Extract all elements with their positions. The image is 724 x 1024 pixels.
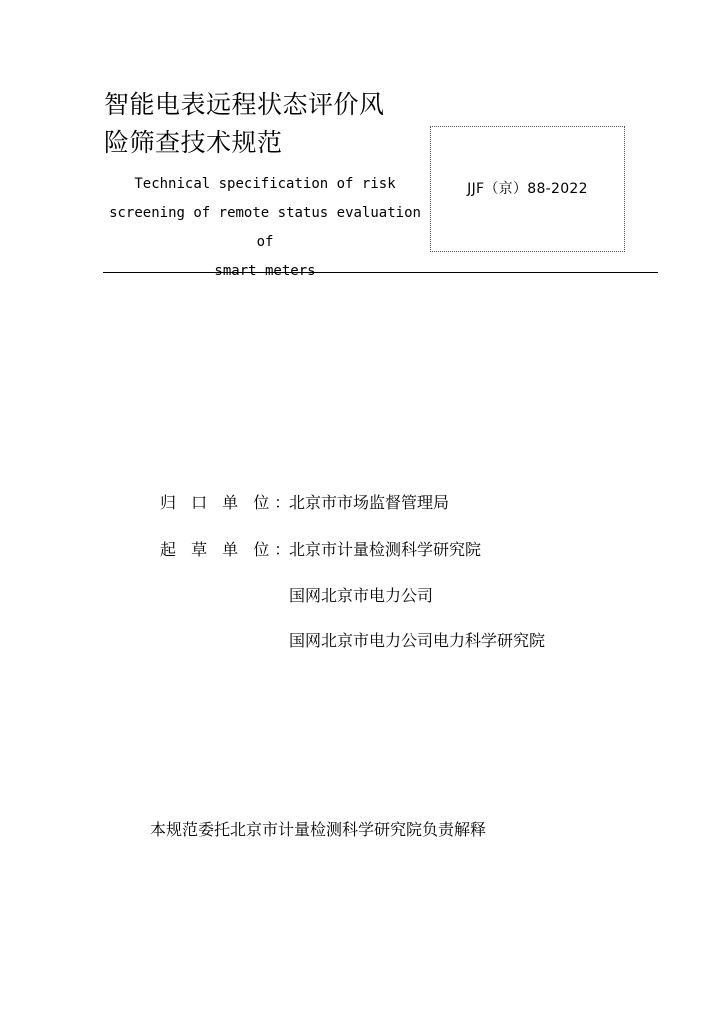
responsible-unit-label: 归 口 单 位： [160, 493, 296, 512]
header-divider [103, 272, 658, 273]
responsible-unit-value: 北京市市场监督管理局 [289, 493, 450, 512]
title-english-line-1: Technical specification of risk [134, 176, 396, 192]
drafting-unit-1: 北京市计量检测科学研究院 [289, 540, 482, 559]
title-english-line-2: screening of remote status evaluation of [109, 205, 421, 250]
title-chinese-line-2: 险筛查技术规范 [104, 128, 283, 157]
interpretation-note: 本规范委托北京市计量检测科学研究院负责解释 [150, 820, 487, 839]
standard-code-box [430, 126, 625, 252]
title-chinese-line-1: 智能电表远程状态评价风 [104, 90, 385, 119]
drafting-unit-label: 起 草 单 位： [160, 540, 296, 559]
title-english [104, 170, 426, 286]
drafting-unit-2: 国网北京市电力公司 [289, 586, 434, 605]
title-english-line-3: smart meters [214, 263, 316, 279]
drafting-unit-3: 国网北京市电力公司电力科学研究院 [289, 631, 546, 650]
standard-code: JJF（京）88-2022 [467, 181, 588, 197]
title-chinese [104, 86, 424, 162]
